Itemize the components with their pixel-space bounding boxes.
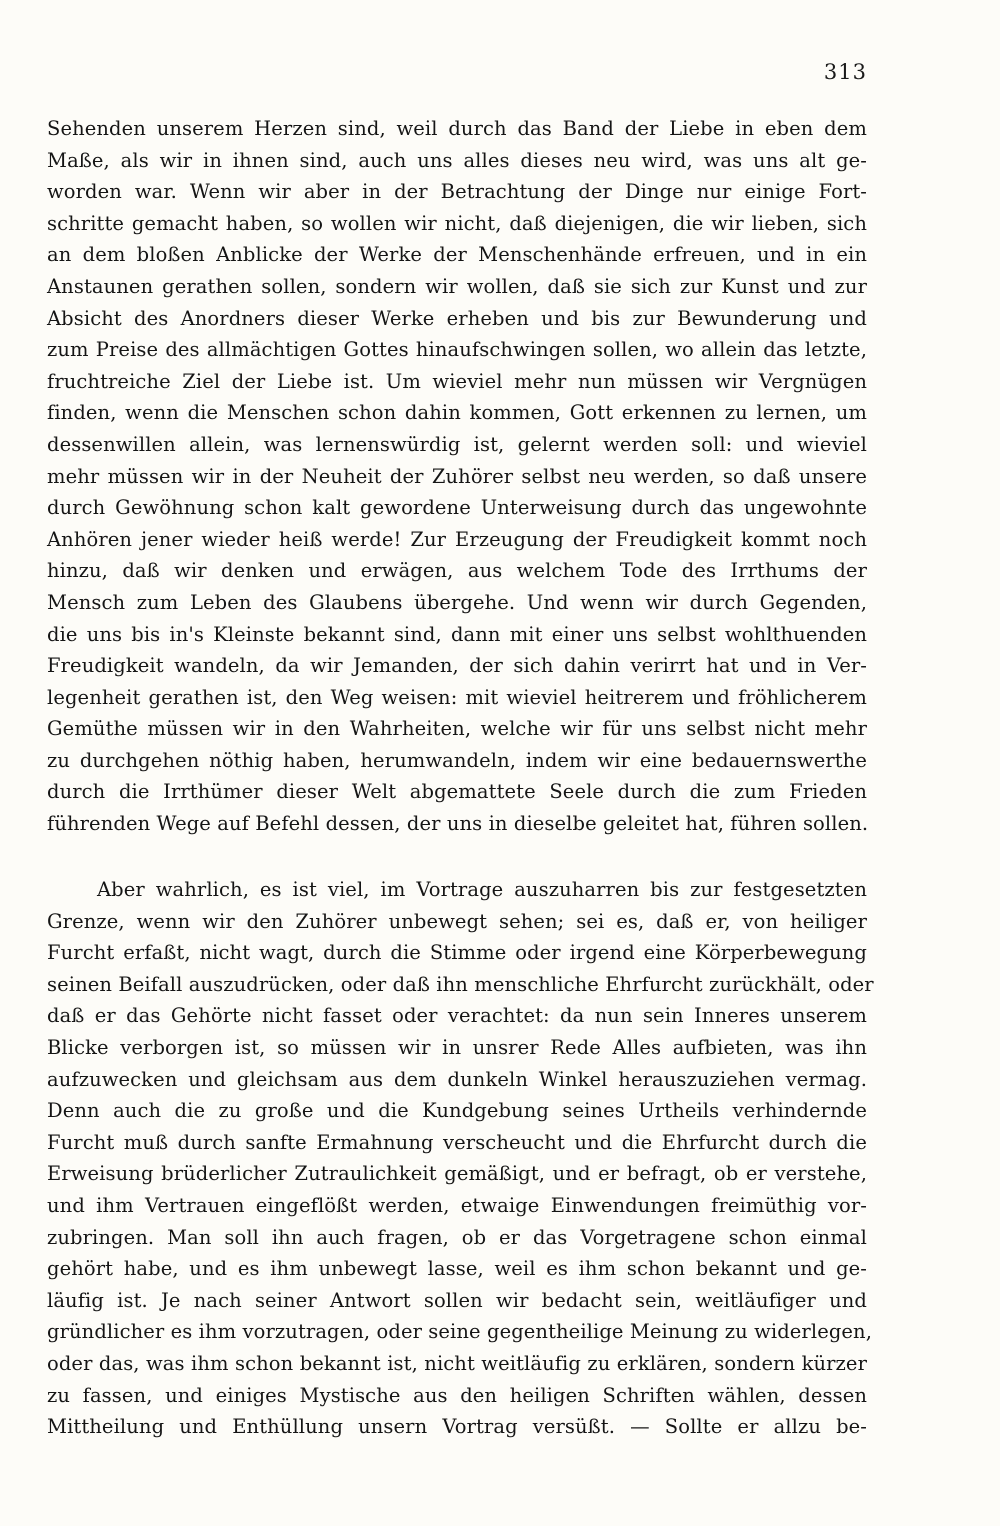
text-line: Grenze, wenn wir den Zuhörer unbewegt sehen; sei es, daß er, von heiliger bbox=[47, 909, 867, 933]
text-line: durch die Irrthümer dieser Welt abgemattete Seele durch die zum Frieden bbox=[47, 780, 867, 804]
text-line: und ihm Vertrauen eingeflößt werden, etwaige Einwendungen freimüthig vor- bbox=[47, 1193, 867, 1217]
text-line: daß er das Gehörte nicht fasset oder verachtet: da nun sein Inneres unserem bbox=[47, 1004, 867, 1028]
text-line: Maße, als wir in ihnen sind, auch uns alles dieses neu wird, was uns alt ge- bbox=[47, 148, 867, 172]
text-line: an dem bloßen Anblicke der Werke der Menschenhände erfreuen, und in ein bbox=[47, 243, 867, 267]
text-line: hinzu, daß wir denken und erwägen, aus welchem Tode des Irrthums der bbox=[47, 559, 867, 583]
paragraph-2 bbox=[47, 874, 874, 1443]
text-line: zum Preise des allmächtigen Gottes hinaufschwingen sollen, wo allein das letzte, bbox=[47, 338, 867, 362]
text-line: gehört habe, und es ihm unbewegt lasse, weil es ihm schon bekannt und ge- bbox=[47, 1257, 867, 1281]
text-line: Erweisung brüderlicher Zutraulichkeit gemäßigt, und er befragt, ob er verstehe, bbox=[47, 1162, 867, 1186]
paragraph-1 bbox=[47, 113, 867, 840]
text-line: Mensch zum Leben des Glaubens übergehe. Und wenn wir durch Gegenden, bbox=[47, 590, 867, 614]
text-line: die uns bis in's Kleinste bekannt sind, dann mit einer uns selbst wohlthuenden bbox=[47, 622, 867, 646]
text-line: Furcht erfaßt, nicht wagt, durch die Stimme oder irgend eine Körperbewegung bbox=[47, 941, 867, 965]
text-line: fruchtreiche Ziel der Liebe ist. Um wieviel mehr nun müssen wir Vergnügen bbox=[47, 369, 867, 393]
text-line: finden, wenn die Menschen schon dahin kommen, Gott erkennen zu lernen, um bbox=[47, 401, 867, 425]
text-line: seinen Beifall auszudrücken, oder daß ihn menschliche Ehrfurcht zurückhält, oder bbox=[47, 972, 874, 996]
text-line: Absicht des Anordners dieser Werke erheben und bis zur Bewunderung und bbox=[47, 306, 867, 330]
text-line: worden war. Wenn wir aber in der Betrachtung der Dinge nur einige Fort- bbox=[47, 180, 867, 204]
text-line: zubringen. Man soll ihn auch fragen, ob er das Vorgetragene schon einmal bbox=[47, 1225, 867, 1249]
text-line: zu durchgehen nöthig haben, herumwandeln, indem wir eine bedauernswerthe bbox=[47, 748, 867, 772]
text-line: dessenwillen allein, was lernenswürdig ist, gelernt werden soll: und wieviel bbox=[47, 432, 867, 456]
text-line: Denn auch die zu große und die Kundgebung seines Urtheils verhindernde bbox=[47, 1099, 867, 1123]
text-line: Gemüthe müssen wir in den Wahrheiten, welche wir für uns selbst nicht mehr bbox=[47, 717, 867, 741]
text-line: Anhören jener wieder heiß werde! Zur Erzeugung der Freudigkeit kommt noch bbox=[47, 527, 867, 551]
text-line: Sehenden unserem Herzen sind, weil durch das Band der Liebe in eben dem bbox=[47, 117, 867, 140]
text-line: Anstaunen gerathen sollen, sondern wir wollen, daß sie sich zur Kunst und zur bbox=[47, 274, 867, 298]
text-line: durch Gewöhnung schon kalt gewordene Unterweisung durch das ungewohnte bbox=[47, 496, 867, 520]
text-line: läufig ist. Je nach seiner Antwort sollen wir bedacht sein, weitläufiger und bbox=[47, 1288, 867, 1312]
text-line: Aber wahrlich, es ist viel, im Vortrage auszuharren bis zur festgesetzten bbox=[97, 878, 867, 901]
text-line: Mittheilung und Enthüllung unsern Vortrag versüßt. — Sollte er allzu be- bbox=[47, 1415, 867, 1439]
text-line: Furcht muß durch sanfte Ermahnung verscheucht und die Ehrfurcht durch die bbox=[47, 1130, 867, 1154]
text-line: aufzuwecken und gleichsam aus dem dunkeln Winkel herauszuziehen vermag. bbox=[47, 1067, 867, 1091]
text-line: oder das, was ihm schon bekannt ist, nicht weitläufig zu erklären, sondern kürzer bbox=[47, 1351, 867, 1375]
text-line: schritte gemacht haben, so wollen wir nicht, daß diejenigen, die wir lieben, sich bbox=[47, 211, 867, 235]
text-line: legenheit gerathen ist, den Weg weisen: mit wieviel heitrerem und fröhlicherem bbox=[47, 685, 867, 709]
text-line: Freudigkeit wandeln, da wir Jemanden, der sich dahin verirrt hat und in Ver- bbox=[47, 654, 867, 678]
text-line: Blicke verborgen ist, so müssen wir in unsrer Rede Alles aufbieten, was ihn bbox=[47, 1035, 867, 1059]
text-line: mehr müssen wir in der Neuheit der Zuhörer selbst neu werden, so daß unsere bbox=[47, 464, 867, 488]
text-line: zu fassen, und einiges Mystische aus den heiligen Schriften wählen, dessen bbox=[47, 1383, 867, 1407]
page-number: 313 bbox=[823, 60, 867, 84]
text-line: führenden Wege auf Befehl dessen, der uns in dieselbe geleitet hat, führen sollen. bbox=[47, 812, 869, 836]
text-line: gründlicher es ihm vorzutragen, oder seine gegentheilige Meinung zu widerlegen, bbox=[47, 1320, 873, 1344]
